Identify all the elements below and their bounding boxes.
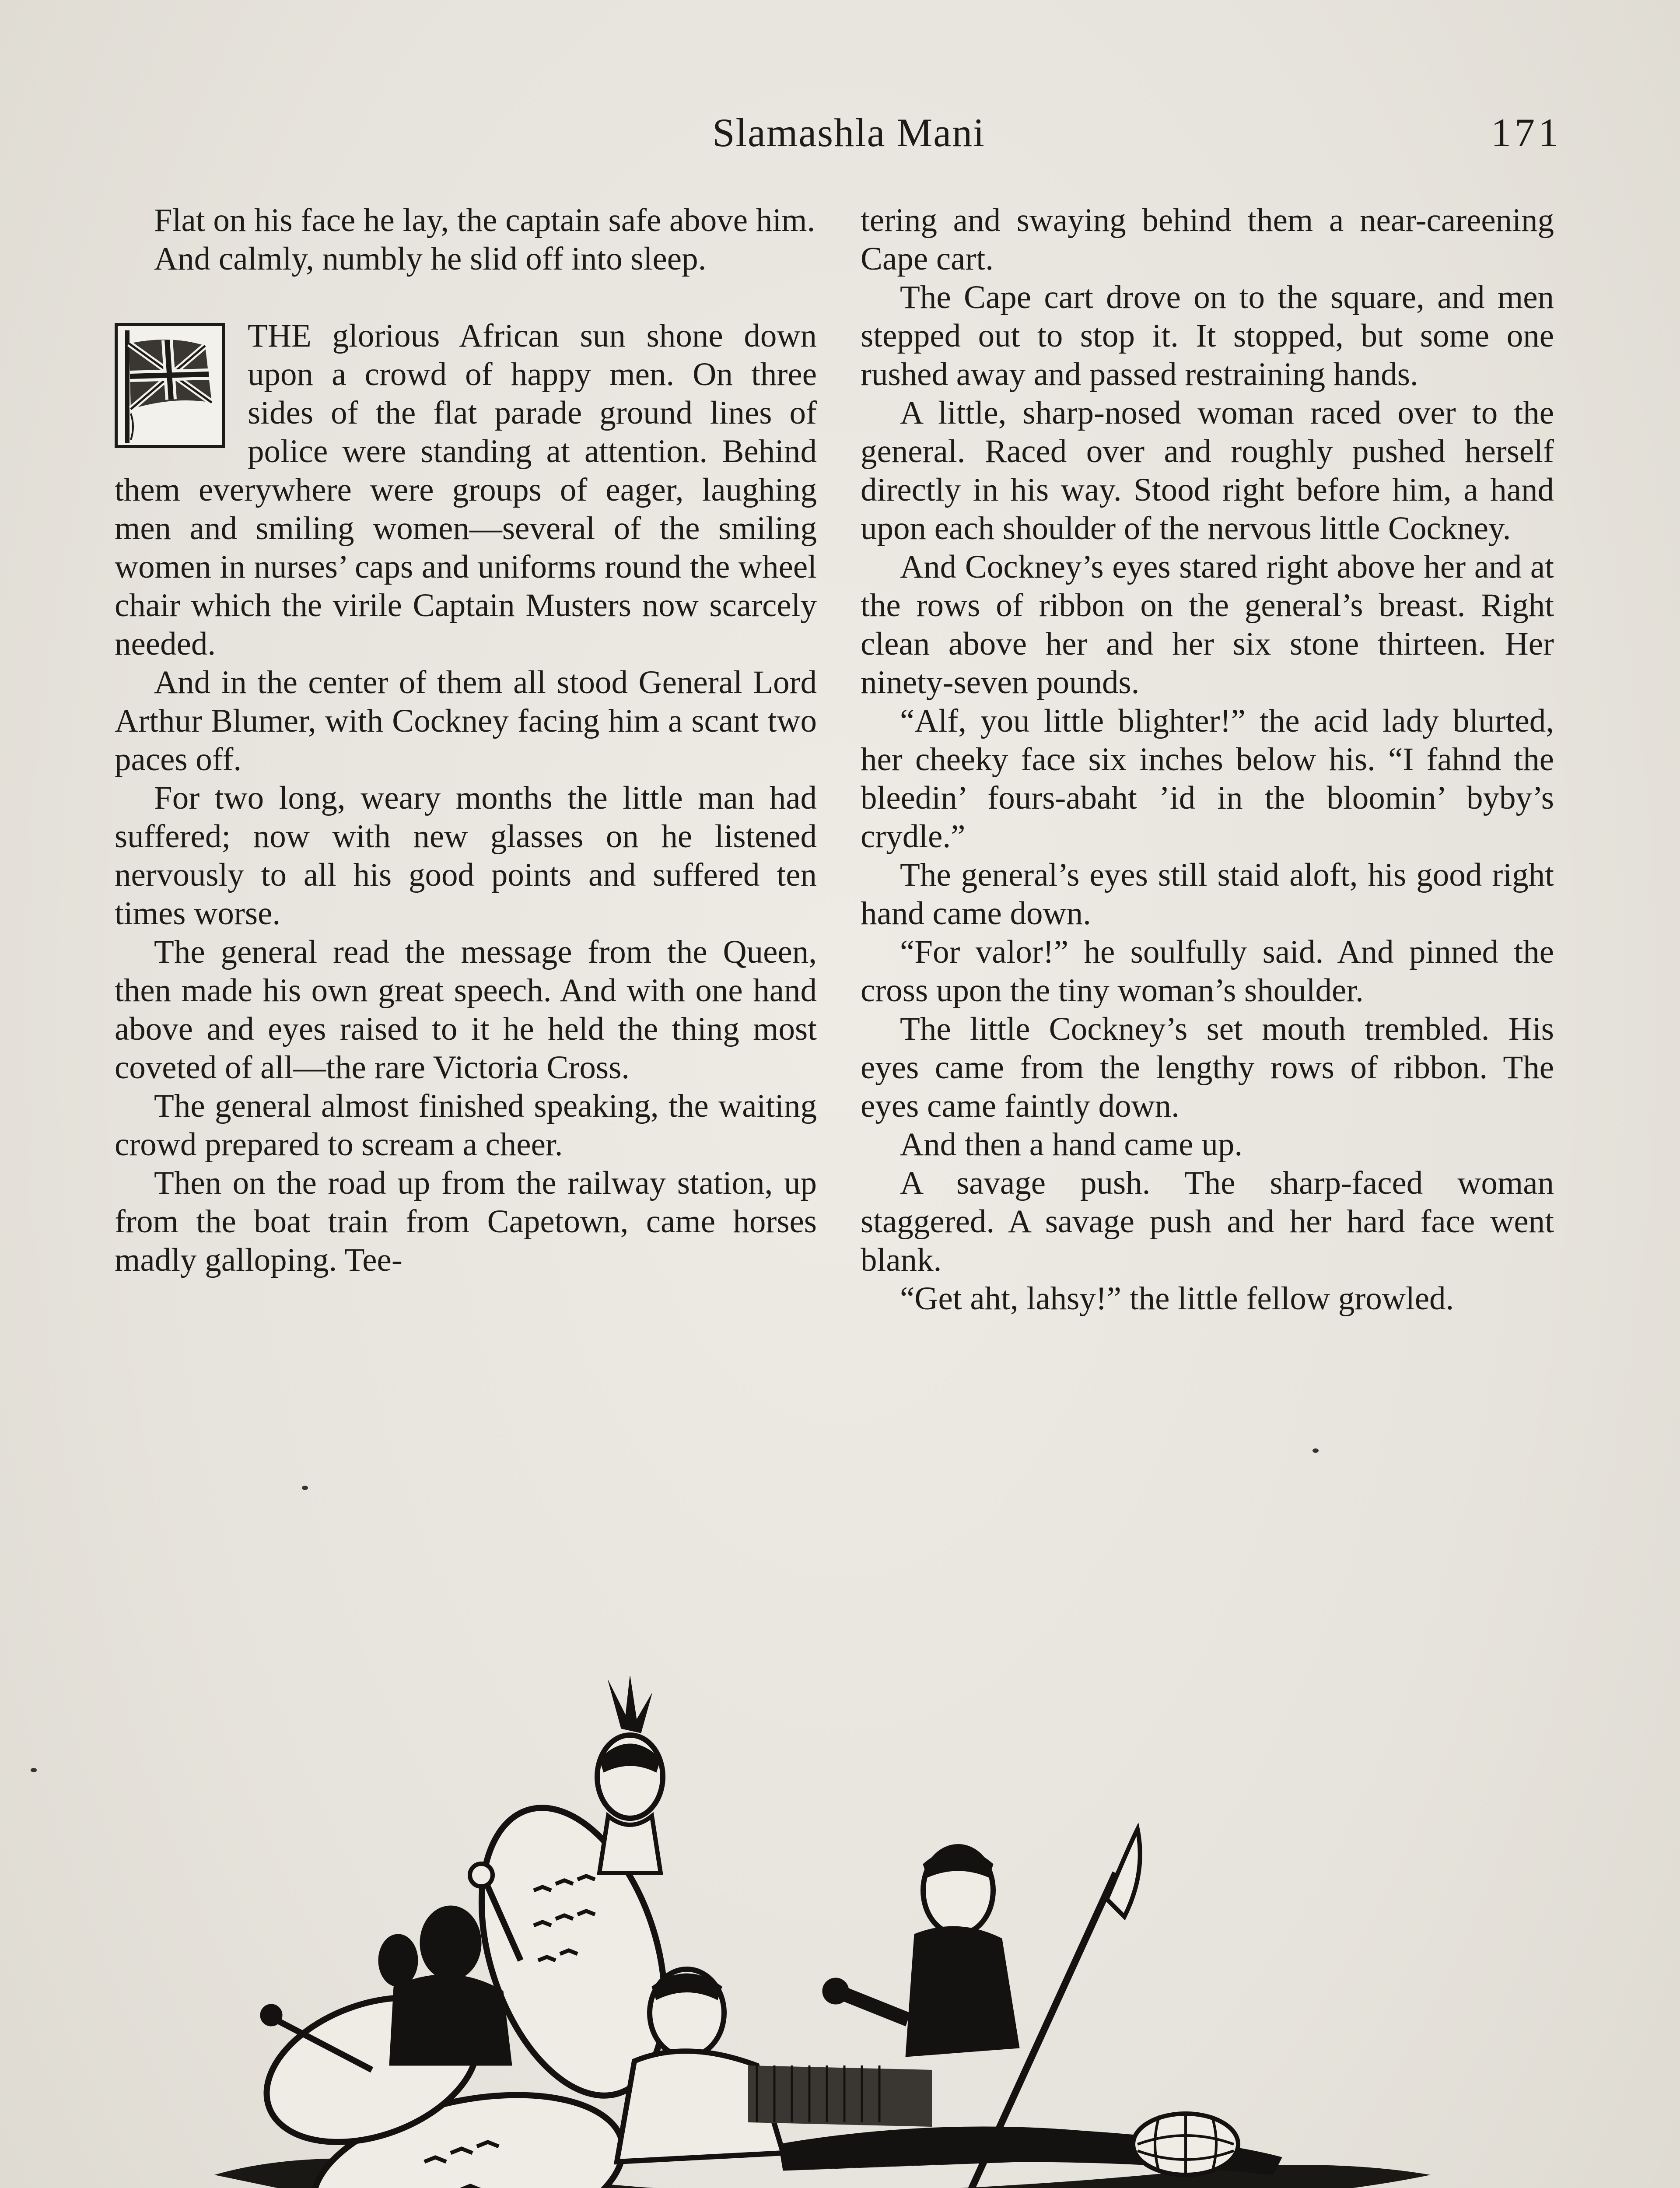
paragraph: The general’s eyes still staid aloft, his good right hand came down. [861,857,1554,932]
paragraph: The little Cockney’s set mouth trembled. His eyes came from the lengthy rows of ribbon. The eyes came faintly down. [861,1011,1554,1124]
right-text-column [861,201,1554,1318]
paragraph: The general almost finished speaking, the waiting crowd prepared to scream a cheer. [115,1088,817,1163]
paragraph: A savage push. The sharp-faced woman staggered. A savage push and her hard face went blank. [861,1165,1554,1278]
paragraph: And calmly, numbly he slid off into sleep. [154,241,707,277]
paragraph: Flat on his face he lay, the captain safe above him. [154,202,816,238]
left-text-column [115,201,817,1280]
paragraph: For two long, weary months the little man had suffered; now with new glasses on he listened nervously to all his good points and suffered ten times worse. [115,780,817,932]
paragraph: The general read the message from the Queen, then made his own great speech. And with one hand above and eyes raised to it he held the thing most coveted of all—the rare Victoria Cross. [115,934,817,1086]
paper-speck [1312,1448,1319,1453]
paper-speck [302,1486,308,1490]
dropcap-flag [115,323,236,459]
paragraph: The Cape cart drove on to the square, and men stepped out to stop it. It stopped, but some one rushed away and passed restraining hands. [861,279,1554,393]
paragraph: And in the center of them all stood General Lord Arthur Blumer, with Cockney facing him a scant two paces off. [115,664,817,778]
paragraph: “For valor!” he soulfully said. And pinned the cross upon the tiny woman’s shoulder. [861,934,1554,1009]
paper-speck [31,1768,37,1772]
page-number: 171 [1491,110,1562,155]
paragraph: Then on the road up from the railway station, up from the boat train from Capetown, came horses madly galloping. Tee- [115,1165,817,1278]
paragraph: “Get aht, lahsy!” the little fellow growled. [900,1280,1454,1317]
paragraph: THE glorious African sun shone down upon a crowd of happy men. On three sides of the flat parade ground lines of police were standing at attention. Behind them everywhere were groups of eager, laughing men and smiling women—several of the smiling women in nurses’ caps and uniforms round the wheel chair which the virile Captain Musters now scarcely needed. [115,318,817,662]
zulu-warriors-illustration [188,1628,1457,2188]
running-head: Slamashla Mani [712,110,985,155]
paragraph: And then a hand came up. [900,1126,1243,1163]
paragraph: tering and swaying behind them a near-careening Cape cart. [861,202,1554,277]
paragraph: And Cockney’s eyes stared right above her and at the rows of ribbon on the general’s breast. Right clean above her and her six stone thirteen. Her ninety-seven pounds. [861,549,1554,701]
union-jack-flag-icon [115,323,225,448]
paragraph: “Alf, you little blighter!” the acid lady blurted, her cheeky face six inches below his. “I fahnd the bleedin’ fours-abaht ’id in the bloomin’ byby’s crydle.” [861,703,1554,855]
paragraph: A little, sharp-nosed woman raced over to the general. Raced over and roughly pushed herself directly in his way. Stood right before him, a hand upon each shoulder of the nervous little Cockney. [861,395,1554,547]
